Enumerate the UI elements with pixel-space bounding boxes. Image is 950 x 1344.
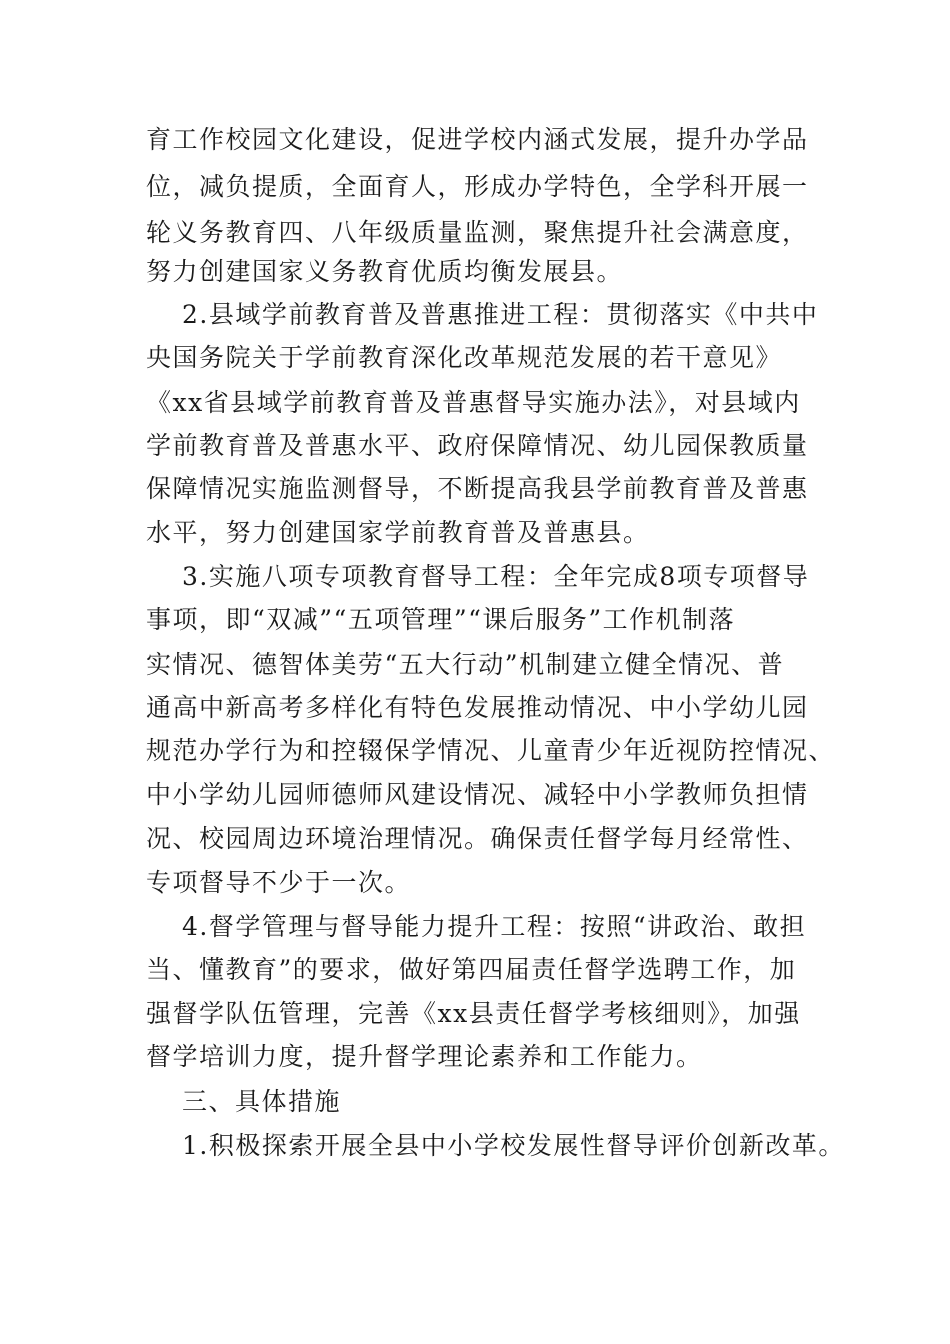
text-line: 事项，即“双减”“五项管理”“课后服务”工作机制落 xyxy=(146,605,736,634)
text-line: 通高中新高考多样化有特色发展推动情况、中小学幼儿园 xyxy=(146,693,809,722)
text-line: 育工作校园文化建设，促进学校内涵式发展，提升办学品 xyxy=(146,125,809,154)
text-line: 保障情况实施监测督导，不断提高我县学前教育普及普惠 xyxy=(146,474,809,503)
text-line: 当、懂教育”的要求，做好第四届责任督学选聘工作，加 xyxy=(146,955,797,984)
text-line: 努力创建国家义务教育优质均衡发展县。 xyxy=(146,257,624,286)
text-line: 水平，努力创建国家学前教育普及普惠县。 xyxy=(146,518,650,547)
text-line: 《xx省县域学前教育普及普惠督导实施办法》，对县域内 xyxy=(146,388,801,417)
paragraph-start-line: 1.积极探索开展全县中小学校发展性督导评价创新改革。 xyxy=(182,1131,845,1160)
text-line: 学前教育普及普惠水平、政府保障情况、幼儿园保教质量 xyxy=(146,431,809,460)
section-heading: 三、具体措施 xyxy=(182,1087,342,1116)
text-line: 轮义务教育四、八年级质量监测，聚焦提升社会满意度， xyxy=(146,218,809,247)
text-line: 位，减负提质，全面育人，形成办学特色，全学科开展一 xyxy=(146,172,809,201)
text-line: 督学培训力度，提升督学理论素养和工作能力。 xyxy=(146,1042,703,1071)
text-line: 况、校园周边环境治理情况。确保责任督学每月经常性、 xyxy=(146,824,809,853)
text-line: 强督学队伍管理，完善《xx县责任督学考核细则》，加强 xyxy=(146,999,801,1028)
text-line: 专项督导不少于一次。 xyxy=(146,868,412,897)
paragraph-start-line: 2.县域学前教育普及普惠推进工程：贯彻落实《中共中 xyxy=(182,300,819,329)
paragraph-start-line: 3.实施八项专项教育督导工程：全年完成8项专项督导 xyxy=(182,562,810,591)
text-line: 规范办学行为和控辍保学情况、儿童青少年近视防控情况、 xyxy=(146,736,836,765)
text-line: 央国务院关于学前教育深化改革规范发展的若干意见》 xyxy=(146,343,783,372)
paragraph-start-line: 4.督学管理与督导能力提升工程：按照“讲政治、敢担 xyxy=(182,912,807,941)
text-line: 实情况、德智体美劳“五大行动”机制建立健全情况、普 xyxy=(146,650,785,679)
text-line: 中小学幼儿园师德师风建设情况、减轻中小学教师负担情 xyxy=(146,780,809,809)
